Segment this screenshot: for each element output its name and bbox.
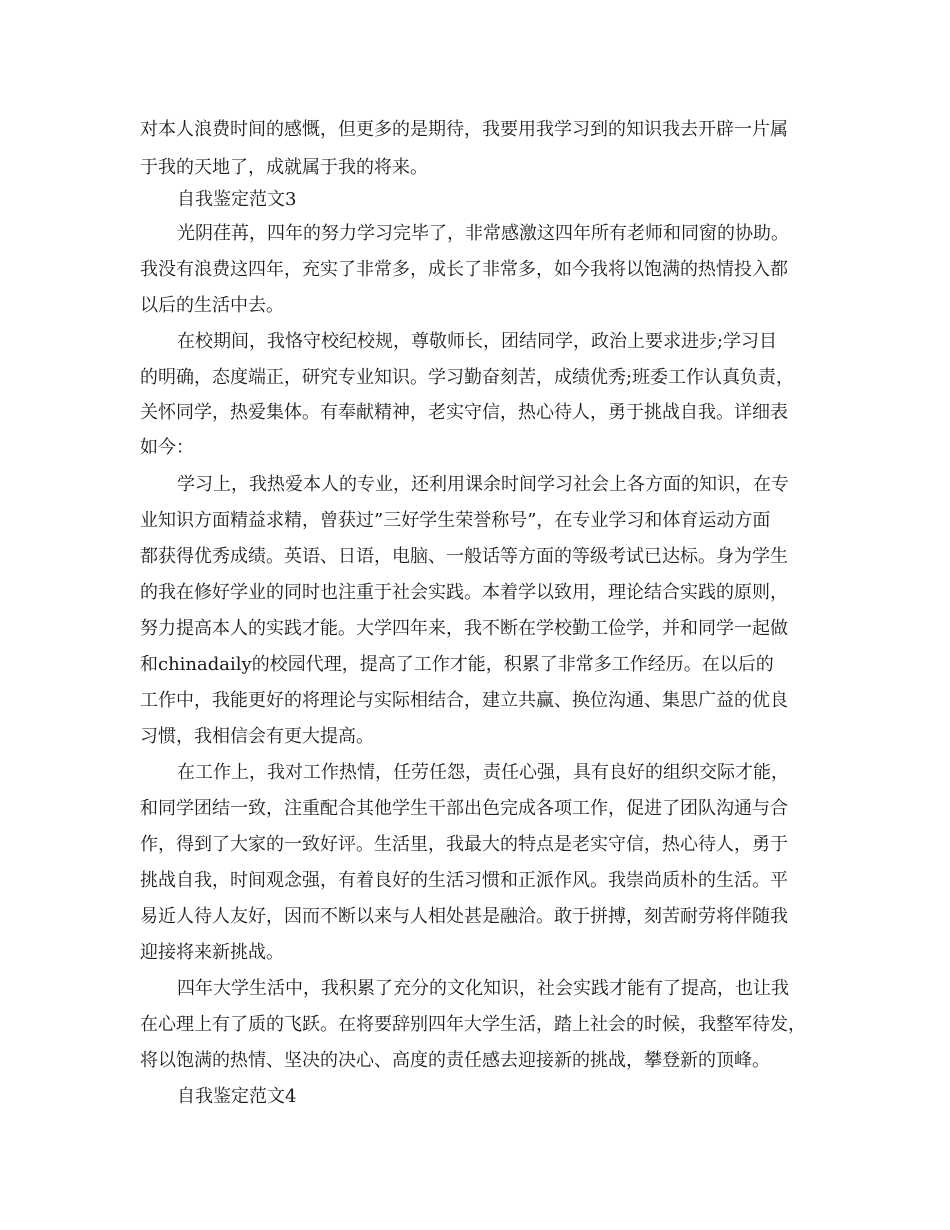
text-line: 学习上，我热爱本人的专业，还利用课余时间学习社会上各方面的知识，在专 [177, 474, 789, 495]
text-line: 都获得优秀成绩。英语、日语，电脑、一般话等方面的等级考试已达标。身为学生 [140, 546, 788, 567]
text-line: 四年大学生活中，我积累了充分的文化知识，社会实践才能有了提高，也让我 [177, 978, 789, 999]
section-heading: 自我鉴定范文3 [177, 189, 297, 210]
text-line: 努力提高本人的实践才能。大学四年来，我不断在学校勤工俭学，并和同学一起做 [140, 618, 788, 639]
text-line: 对本人浪费时间的感慨，但更多的是期待，我要用我学习到的知识我去开辟一片属 [140, 119, 788, 140]
text-line: 的明确，态度端正，研究专业知识。学习勤奋刻苦，成绩优秀;班委工作认真负责， [140, 367, 795, 388]
text-line: 在工作上，我对工作热情，任劳任怨，责任心强，具有良好的组织交际才能， [177, 762, 789, 783]
text-line: 业知识方面精益求精，曾获过”三好学生荣誉称号”，在专业学习和体育运动方面 [140, 510, 771, 531]
text-line: 迎接将来新挑战。 [140, 942, 284, 963]
text-line: 在心理上有了质的飞跃。在将要辞别四年大学生活，踏上社会的时候，我整军待发， [140, 1014, 806, 1035]
text-line: 关怀同学，热爱集体。有奉献精神，老实守信，热心待人，勇于挑战自我。详细表 [140, 402, 788, 423]
text-line: 作，得到了大家的一致好评。生活里，我最大的特点是老实守信，热心待人，勇于 [140, 834, 788, 855]
text-line: 和同学团结一致，注重配合其他学生干部出色完成各项工作，促进了团队沟通与合 [140, 798, 788, 819]
text-line: 挑战自我，时间观念强，有着良好的生活习惯和正派作风。我崇尚质朴的生活。平 [140, 870, 788, 891]
text-line: 将以饱满的热情、坚决的决心、高度的责任感去迎接新的挑战，攀登新的顶峰。 [140, 1050, 770, 1071]
text-line: 我没有浪费这四年，充实了非常多，成长了非常多，如今我将以饱满的热情投入都 [140, 259, 788, 280]
text-line: 于我的天地了，成就属于我的将来。 [140, 157, 428, 178]
text-line: 在校期间，我恪守校纪校规，尊敬师长，团结同学，政治上要求进步;学习目 [177, 331, 778, 352]
text-line: 如今： [140, 437, 194, 458]
text-line: 易近人待人友好，因而不断以来与人相处甚是融洽。敢于拼搏，刻苦耐劳将伴随我 [140, 906, 788, 927]
section-heading: 自我鉴定范文4 [177, 1086, 297, 1107]
text-line: 习惯，我相信会有更大提高。 [140, 726, 374, 747]
text-line: 以后的生活中去。 [140, 295, 284, 316]
text-line: 光阴荏苒，四年的努力学习完毕了，非常感激这四年所有老师和同窗的协助。 [177, 223, 789, 244]
text-line: 工作中，我能更好的将理论与实际相结合，建立共赢、换位沟通、集思广益的优良 [140, 690, 788, 711]
text-line: 和chinadaily的校园代理，提高了工作才能，积累了非常多工作经历。在以后的 [140, 654, 774, 675]
text-line: 的我在修好学业的同时也注重于社会实践。本着学以致用，理论结合实践的原则， [140, 582, 788, 603]
